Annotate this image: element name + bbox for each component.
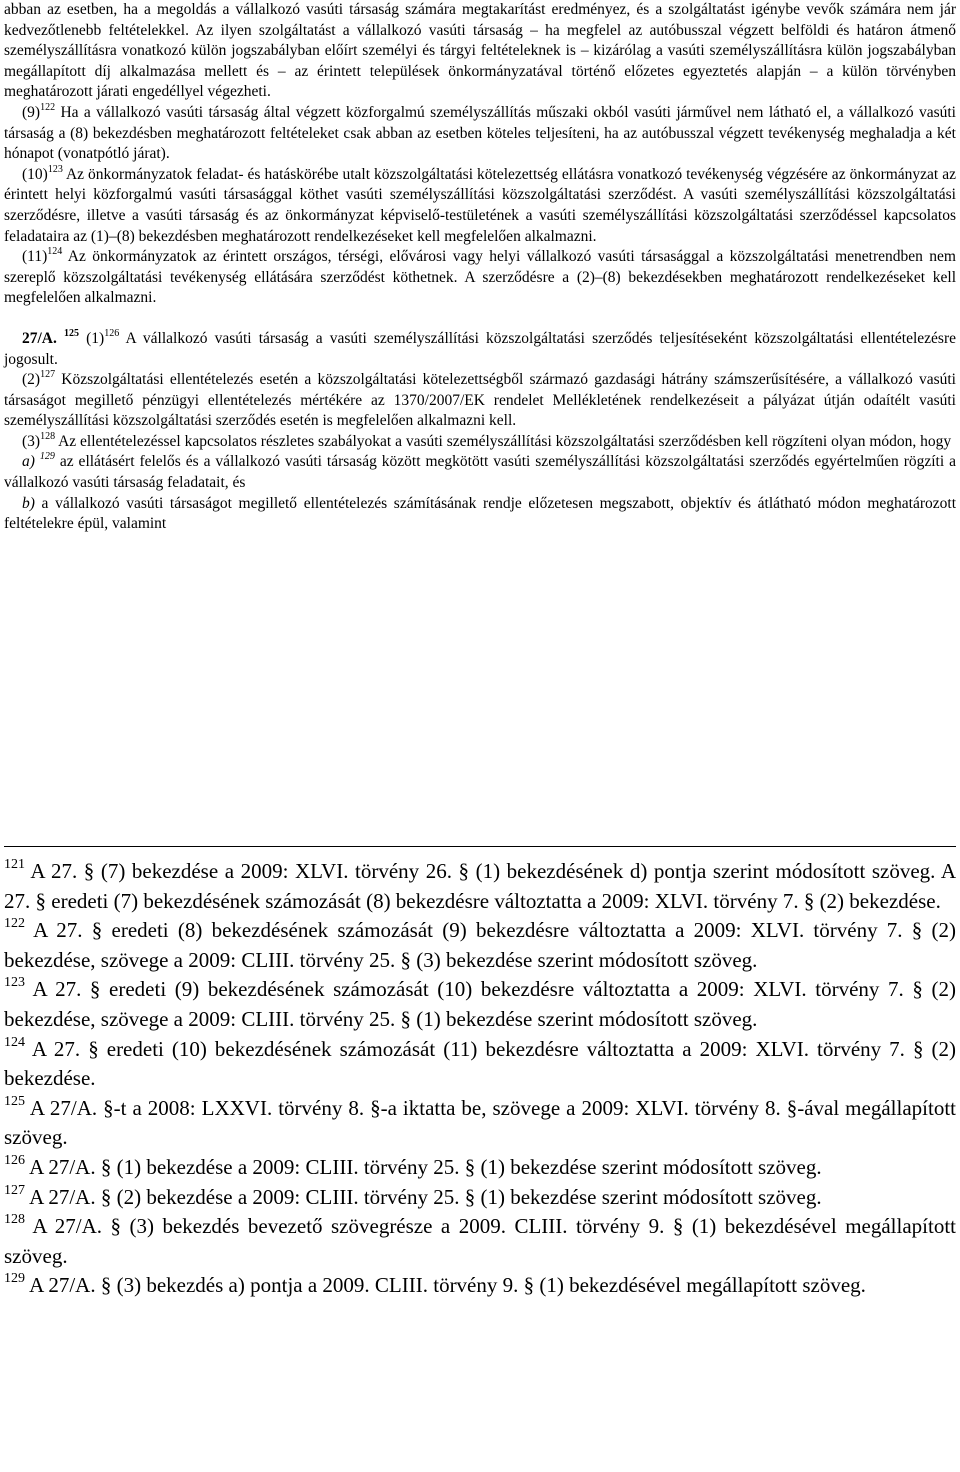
footnote-separator: [4, 846, 956, 847]
footnote-number: 126: [4, 1152, 25, 1168]
main-text: [4, 0, 956, 535]
footnote-text: A 27/A. § (2) bekezdése a 2009: CLIII. törvény 25. § (1) bekezdése szerint módosított szöveg.: [25, 1184, 822, 1209]
footnote-128: [4, 1212, 956, 1271]
paragraph-text: az ellátásért felelős és a vállalkozó vasúti társaság között megkötött vasúti személyszállítási közszolgáltatási szerződés egyértelműen rögzíti a vállalkozó vasúti társaság feladatait, és: [4, 453, 956, 492]
footnote-number: 125: [4, 1093, 25, 1109]
paragraph-number: (9): [22, 103, 41, 121]
footnote-121: [4, 857, 956, 916]
section-27a-paragraph-1: [4, 329, 956, 370]
footnote-124: [4, 1035, 956, 1094]
paragraph-10: [4, 165, 956, 247]
footnote-text: A 27/A. § (3) bekezdés bevezető szövegrésze a 2009. CLIII. törvény 9. § (1) bekezdésével megállapított szöveg.: [4, 1214, 956, 1268]
footnote-126: [4, 1153, 956, 1183]
paragraph-number: (3): [22, 432, 41, 450]
paragraph-number: (1): [79, 329, 105, 347]
document-page: [4, 0, 956, 1298]
footnote-125: [4, 1094, 956, 1153]
footnote-number: 122: [4, 916, 25, 932]
paragraph-number: (10): [22, 165, 48, 183]
footnote-ref[interactable]: 128: [40, 430, 56, 442]
section-spacer: [4, 309, 956, 329]
paragraph-text: Az ellentételezéssel kapcsolatos részletes szabályokat a vasúti személyszállítási közszolgáltatási szerződésben kell rögzíteni olyan módon, hogy: [55, 432, 952, 450]
footnote-129: [4, 1271, 956, 1301]
paragraph-number: (2): [22, 371, 41, 389]
paragraph-number: (11): [22, 248, 48, 266]
section-27a-paragraph-3: [4, 432, 956, 453]
footnote-number: 124: [4, 1034, 25, 1050]
footnote-123: [4, 975, 956, 1034]
footnote-text: A 27. § eredeti (8) bekezdésének számozását (9) bekezdésre változtatta a 2009: XLVI. törvény 7. § (2) bekezdése, szövege a 2009: CLIII. törvény 25. § (3) bekezdése szerint módosított szöveg.: [4, 918, 956, 972]
footnote-text: A 27/A. § (1) bekezdése a 2009: CLIII. törvény 25. § (1) bekezdése szerint módosított szöveg.: [25, 1154, 822, 1179]
footnote-number: 127: [4, 1182, 25, 1198]
footnote-text: A 27/A. §-t a 2008: LXXVI. törvény 8. §-a iktatta be, szövege a 2009: XLVI. törvény 8. §-ával megállapított szöveg.: [4, 1095, 956, 1150]
footnote-text: A 27. § eredeti (9) bekezdésének számozását (10) bekezdésre változtatta a 2009: XLVI. törvény 7. § (2) bekezdése, szövege a 2009: CLIII. törvény 25. § (1) bekezdése szerint módosított szöveg.: [4, 977, 956, 1031]
point-b: [4, 494, 956, 535]
footnote-number: 128: [4, 1212, 25, 1228]
paragraph-text: a vállalkozó vasúti társaságot megillető ellentételezés számításának rendje előzetesen megszabott, objektív és átlátható módon meghatározott feltételekre épül, valamint: [4, 494, 956, 533]
footnote-ref[interactable]: 125: [64, 327, 79, 339]
footnote-ref[interactable]: 126: [104, 327, 120, 339]
point-letter: b): [22, 494, 35, 512]
paragraph-text: Ha a vállalkozó vasúti társaság által végzett közforgalmú személyszállítás műszaki okból vasúti járművel nem látható el, a vállalkozó vasúti társaság a (8) bekezdésben meghatározott feltételeket csak abban az esetben köteles teljesíteni, ha az autóbusszal végzett tevékenység meghaladja a két hónapot (vonatpótló járat).: [4, 103, 956, 163]
footnote-122: [4, 916, 956, 975]
footnote-text: A 27. § (7) bekezdése a 2009: XLVI. törvény 26. § (1) bekezdésének d) pontja szerint módosított szöveg. A 27. § eredeti (7) bekezdésének számozását (8) bekezdésre változtatta a 2009: XLVI. törvény 7. § (2) bekezdése.: [4, 859, 956, 913]
footnote-ref[interactable]: 127: [40, 369, 56, 381]
paragraph-text: A vállalkozó vasúti társaság a vasúti személyszállítási közszolgáltatási szerződés teljesítéseként közszolgáltatási ellentételezésre jogosult.: [4, 329, 956, 368]
footnote-ref[interactable]: 124: [47, 246, 63, 258]
footnote-text: A 27/A. § (3) bekezdés a) pontja a 2009. CLIII. törvény 9. § (1) bekezdésével megállapított szöveg.: [25, 1273, 866, 1298]
footnote-ref[interactable]: 122: [40, 101, 56, 113]
paragraph-text: Közszolgáltatási ellentételezés esetén a közszolgáltatási kötelezettségből származó gazdasági hátrány számszerűsítésére, a vállalkozó vasúti társaságot megillető pénzügyi ellentételezés mértékére az 1370/2007/EK rendelet Mellékletének rendelkezéseit a pályázat útján odaítélt vasúti személyszállítási közszolgáltatási szerződés esetén is megfelelően alkalmazni kell.: [4, 371, 956, 430]
footnote-127: [4, 1183, 956, 1213]
paragraph-text: Az önkormányzatok az érintett országos, térségi, elővárosi vagy helyi vállalkozó vasúti társasággal a közszolgáltatási menetrendben nem szereplő közszolgáltatási tevékenység ellátására szerződést köthetnek. A szerződésre a (2)–(8) bekezdésekben meghatározott rendelkezéseket kell megfelelően alkalmazni.: [4, 248, 956, 307]
footnotes: [4, 857, 956, 1301]
footnote-text: A 27. § eredeti (10) bekezdésének számozását (11) bekezdésre változtatta a 2009: XLVI. törvény 7. § (2) bekezdése.: [4, 1036, 956, 1091]
footnote-ref[interactable]: 123: [47, 163, 63, 175]
footnote-number: 123: [4, 975, 25, 991]
paragraph-11: [4, 247, 956, 309]
section-27a-paragraph-2: [4, 370, 956, 432]
paragraph-text: Az önkormányzatok feladat- és hatáskörébe utalt közszolgáltatási kötelezettség ellátásra vonatkozó tevékenység végzésére az önkormányzat az érintett helyi közforgalmú vasúti társasággal köthet vasúti személyszállítási közszolgáltatási szerződést. A vasúti személyszállítási közszolgáltatási szerződésre, illetve a vasúti társaság és az önkormányzat képviselő-testületének a vasúti személyszállítási közszolgáltatási szerződéssel kapcsolatos feladataira az (1)–(8) bekezdésben meghatározott rendelkezéseket kell megfelelően alkalmazni.: [4, 165, 956, 245]
paragraph-continuation: abban az esetben, ha a megoldás a vállalkozó vasúti társaság számára megtakarítást eredményez, és a szolgáltatást igénybe vevők számára nem jár kedvezőtlenebb feltételekkel. Az ilyen szolgáltatást a vállalkozó vasúti társaság – ha megfelel az autóbusszal végzett belföldi és határon átmenő személyszállításra vonatkozó külön jogszabályban előírt személyi és tárgyi feltételeknek is – kizárólag a vasúti személyszállításra külön jogszabályban megállapított díj alkalmazása mellett és – az érintett települések önkormányzatával történő előzetes egyeztetés alapján – a külön törvényben meghatározott járati engedéllyel végezheti.: [4, 1, 956, 101]
footnote-number: 121: [4, 857, 25, 872]
section-number: 27/A.: [22, 329, 57, 347]
footnote-ref[interactable]: 129: [39, 451, 55, 463]
point-a: [4, 452, 956, 493]
point-letter: a): [22, 453, 35, 471]
footnote-number: 129: [4, 1271, 25, 1287]
paragraph-9: [4, 103, 956, 165]
